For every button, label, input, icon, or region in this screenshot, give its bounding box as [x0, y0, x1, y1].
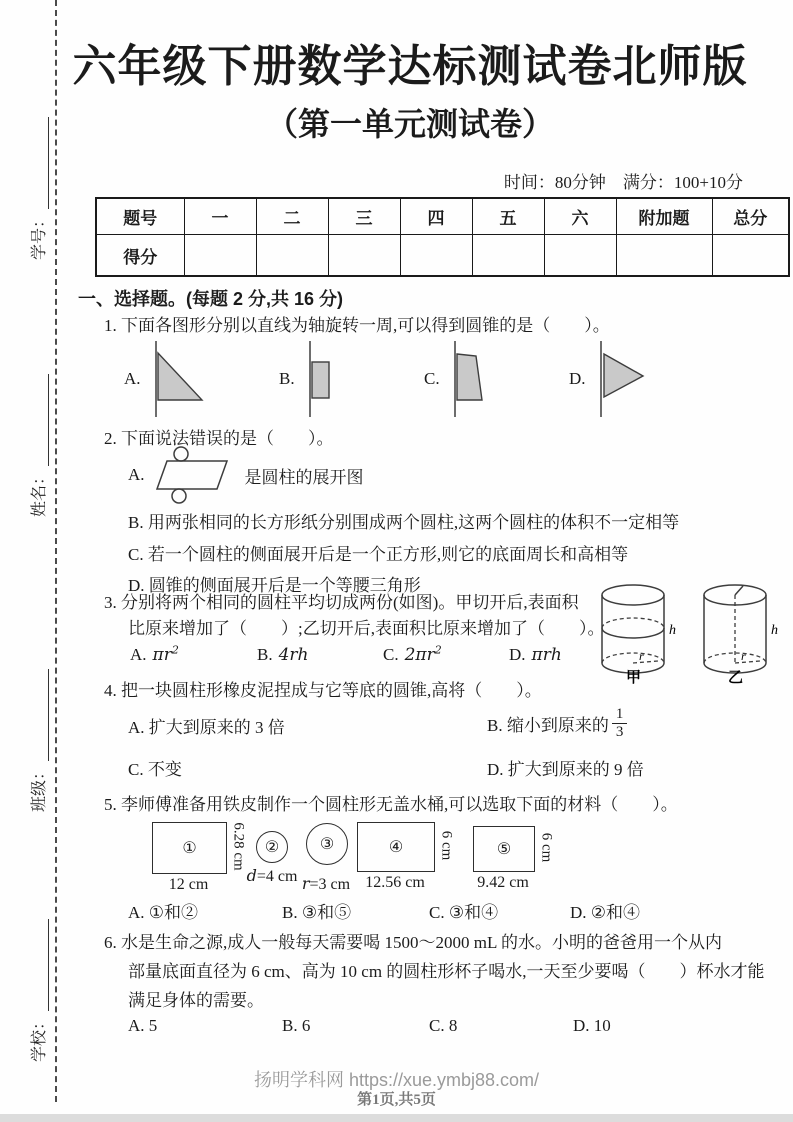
q4-option-b — [487, 699, 627, 747]
q3-figure — [597, 582, 787, 684]
score-cell — [328, 235, 400, 277]
q1-option-b-label: B. — [279, 369, 295, 388]
q3-cylinder-yi — [699, 582, 787, 684]
q3-option-d-label: D. — [509, 644, 526, 664]
header-cell: 附加题 — [616, 198, 712, 235]
score-cell — [712, 235, 789, 277]
q2-text: 2. 下面说法错误的是（ ）。 — [104, 429, 334, 448]
q5-option-d: D. ②和④ — [570, 903, 641, 922]
q5-figure-3-number: ③ — [319, 836, 335, 853]
score-cell — [544, 235, 616, 277]
q3-option-c-label: C. — [383, 644, 399, 664]
q1-option-c — [424, 340, 510, 418]
score-cell — [616, 235, 712, 277]
q1-text: 1. 下面各图形分别以直线为轴旋转一周,可以得到圆锥的是（ ）。 — [104, 316, 610, 335]
header-cell: 五 — [472, 198, 544, 235]
q4-option-c: C. 不变 — [128, 760, 182, 779]
svg-text:r: r — [639, 649, 644, 663]
q3-option-d — [509, 643, 562, 665]
header-cell: 一 — [184, 198, 256, 235]
q5-figure-3-circle — [306, 823, 348, 865]
seal-dashed-line — [55, 0, 57, 1102]
q5-figure-4-height-label: 6 cm — [438, 830, 455, 861]
q2-option-c: C. 若一个圆柱的侧面展开后是一个正方形,则它的底面周长和高相等 — [128, 545, 629, 564]
class-blank — [32, 669, 49, 761]
svg-text:h: h — [771, 623, 778, 638]
header-cell: 三 — [328, 198, 400, 235]
margin-field-name — [23, 337, 49, 517]
score-cell — [256, 235, 328, 277]
q6-option-b: B. 6 — [282, 1016, 311, 1035]
q5-option-a: A. ①和② — [128, 903, 199, 922]
student-id-blank — [32, 117, 49, 209]
q3-option-b — [257, 643, 309, 665]
score-cell — [400, 235, 472, 277]
q5-figure-2-number: ② — [264, 839, 280, 856]
q5-figure-3-radius-label: r=3 cm — [301, 874, 351, 893]
score-table-score-row — [96, 235, 789, 277]
q3-text-line2: 比原来增加了（ ）;乙切开后,表面积比原来增加了（ ）。 — [128, 619, 605, 638]
q3-option-c-formula: $2\pi r^2$ — [404, 643, 442, 665]
q5-option-b: B. ③和⑤ — [282, 903, 352, 922]
q6-text-line3: 满足身体的需要。 — [128, 991, 264, 1010]
q4-option-b-fraction: $\frac{1}{3}$ — [612, 706, 628, 740]
q1-figure-d-triangle — [592, 340, 656, 418]
q6-option-d: D. 10 — [573, 1016, 611, 1035]
q5-figure-1-height-label: 6.28 cm — [230, 822, 247, 871]
q2-option-d: D. 圆锥的侧面展开后是一个等腰三角形 — [128, 576, 421, 595]
header-cell: 四 — [400, 198, 472, 235]
q1-figure-a-right-triangle — [147, 340, 211, 418]
q5-figure-1-width-label: 12 cm — [168, 876, 209, 893]
student-id-label: 学号： — [31, 211, 48, 260]
q1-option-a-label: A. — [124, 369, 141, 388]
q1-option-d — [569, 340, 656, 418]
q3-cylinder-jia — [597, 582, 685, 684]
q3-option-b-formula: 4rh — [278, 644, 309, 665]
q3-option-a-label: A. — [130, 644, 147, 664]
q2-option-a-label: A. — [128, 465, 145, 484]
q1-figure-b-rectangle — [301, 340, 365, 418]
q3-option-c — [383, 643, 442, 665]
q4-option-a: A. 扩大到原来的 3 倍 — [128, 718, 285, 737]
score-cell — [472, 235, 544, 277]
q6-option-a: A. 5 — [128, 1016, 158, 1035]
paper-subtitle: （第一单元测试卷） — [265, 106, 554, 142]
score-row-label: 得分 — [96, 235, 184, 277]
q1-option-b — [279, 340, 365, 418]
q4-option-b-text: B. 缩小到原来的 — [487, 715, 609, 735]
svg-text:r: r — [741, 649, 746, 663]
q4-text: 4. 把一块圆柱形橡皮泥捏成与它等底的圆锥,高将（ ）。 — [104, 681, 542, 700]
q5-figure-1-number: ① — [182, 840, 197, 857]
q3-option-b-label: B. — [257, 644, 273, 664]
class-label: 班级： — [31, 763, 48, 812]
margin-field-school — [23, 882, 49, 1062]
q6-option-c: C. 8 — [429, 1016, 458, 1035]
q5-figure-5-width-label: 9.42 cm — [477, 874, 529, 891]
q5-figure-5-number: ⑤ — [496, 841, 512, 858]
q1-option-a — [124, 340, 211, 418]
q6-text-line2: 部量底面直径为 6 cm、高为 10 cm 的圆柱形杯子喝水,一天至少要喝（ ）杯水才能 — [128, 962, 765, 981]
name-label: 姓名： — [31, 468, 48, 517]
score-table — [95, 197, 790, 277]
q3-option-a — [130, 643, 179, 665]
margin-field-student-id — [23, 80, 49, 260]
footer-page-number: 第1页,共5页 — [357, 1092, 436, 1108]
q1-figure-c-trapezoid — [446, 340, 510, 418]
score-cell — [184, 235, 256, 277]
score-table-header-row — [96, 198, 789, 235]
header-cell: 六 — [544, 198, 616, 235]
svg-text:乙: 乙 — [728, 670, 744, 684]
q5-figure-2-circle — [256, 831, 288, 863]
svg-text:h: h — [669, 623, 676, 638]
q2-option-a — [128, 446, 364, 504]
q3-option-a-formula: $\pi r^2$ — [152, 643, 179, 665]
q5-figure-5-height-label: 6 cm — [538, 832, 555, 863]
school-label: 学校： — [31, 1013, 48, 1062]
header-cell: 题号 — [96, 198, 184, 235]
q5-figure-1-rect — [152, 822, 227, 874]
q1-option-c-label: C. — [424, 369, 440, 388]
q5-text: 5. 李师傅准备用铁皮制作一个圆柱形无盖水桶,可以选取下面的材料（ ）。 — [104, 795, 678, 814]
q3-option-d-formula: πrh — [531, 644, 562, 665]
q1-option-d-label: D. — [569, 369, 586, 388]
header-cell: 二 — [256, 198, 328, 235]
q4-option-d: D. 扩大到原来的 9 倍 — [487, 760, 644, 779]
q5-figure-4-rect — [357, 822, 435, 872]
section-one-heading: 一、选择题。(每题 2 分,共 16 分) — [78, 289, 344, 309]
q2-option-a-text: 是圆柱的展开图 — [244, 467, 364, 487]
scan-edge-strip — [0, 1114, 793, 1122]
margin-field-class — [23, 632, 49, 812]
time-score-info: 时间：80分钟 满分：100+10分 — [503, 173, 743, 192]
q6-text-line1: 6. 水是生命之源,成人一般每天需要喝 1500～2000 mL 的水。小明的爸爸用一个从内 — [104, 933, 722, 952]
paper-title: 六年级下册数学达标测试卷北师版 — [72, 42, 748, 91]
name-blank — [32, 374, 49, 466]
q2-option-b: B. 用两张相同的长方形纸分别围成两个圆柱,这两个圆柱的体积不一定相等 — [128, 513, 680, 532]
q5-option-c: C. ③和④ — [429, 903, 499, 922]
q2-figure-cylinder-net — [151, 446, 239, 504]
q5-figure-5-rect — [473, 826, 535, 872]
q3-text-line1: 3. 分别将两个相同的圆柱平均切成两份(如图)。甲切开后,表面积 — [104, 593, 579, 612]
svg-text:甲: 甲 — [626, 670, 642, 684]
q5-figure-2-diameter-label: d=4 cm — [246, 866, 298, 885]
q5-figure-4-number: ④ — [388, 839, 404, 856]
footer-watermark: 扬明学科网 https://xue.ymbj88.com/ — [253, 1070, 540, 1090]
header-cell: 总分 — [712, 198, 789, 235]
school-blank — [32, 919, 49, 1011]
q5-figure-4-width-label: 12.56 cm — [365, 874, 425, 891]
